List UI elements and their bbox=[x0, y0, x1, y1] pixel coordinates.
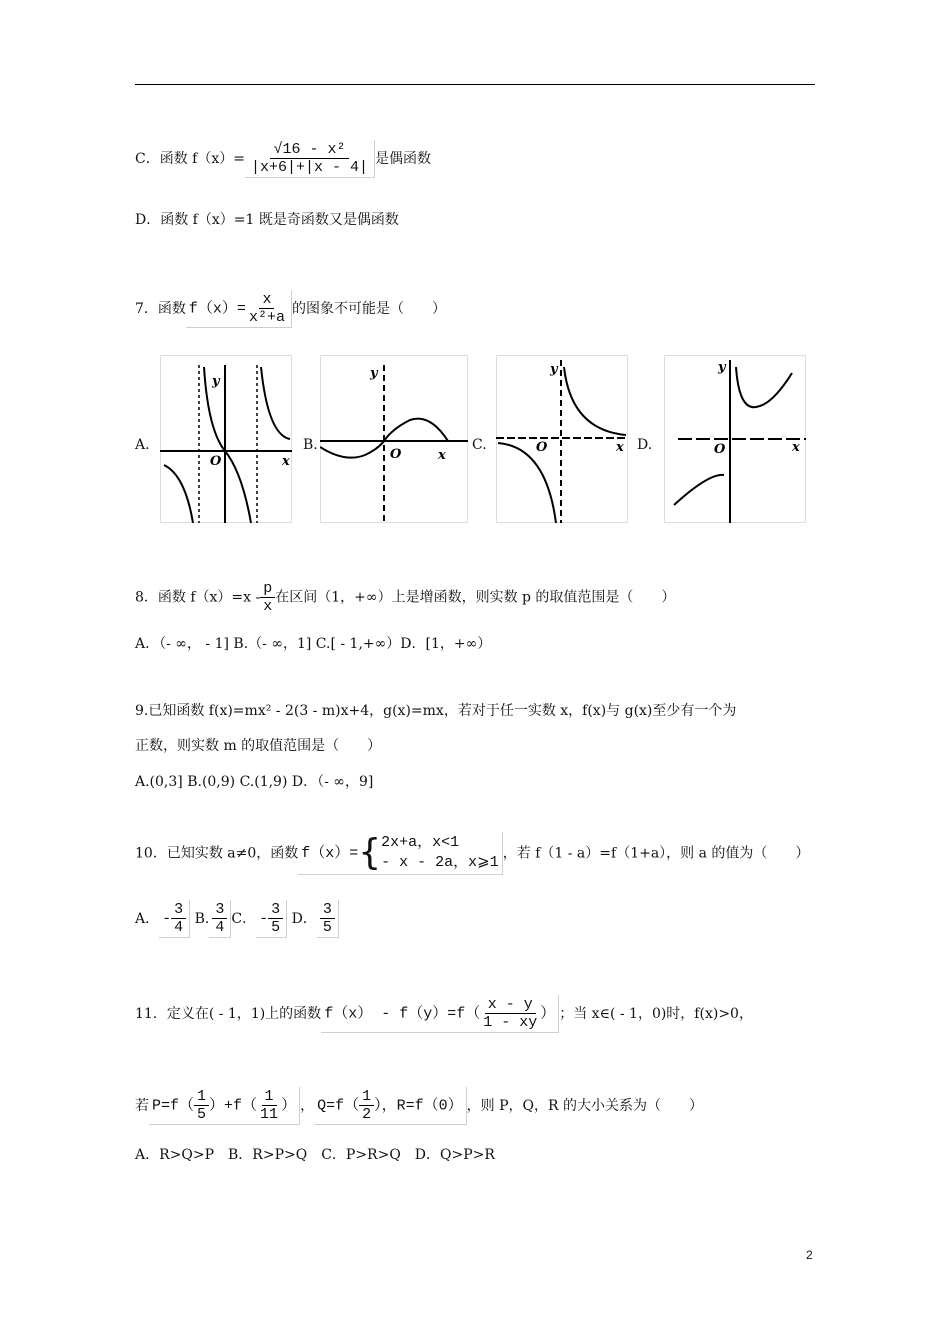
q6-option-c-formula bbox=[245, 140, 375, 178]
q7-graph-c-x-label: x bbox=[616, 440, 624, 455]
q7-graph-a-origin: O bbox=[210, 454, 222, 469]
q6-option-c-suffix: 是偶函数 bbox=[375, 151, 432, 167]
q10-option-b bbox=[209, 900, 231, 938]
q11-qr-definition bbox=[314, 1087, 467, 1125]
q11-stem bbox=[135, 995, 753, 1033]
page-number: 2 bbox=[806, 1248, 813, 1262]
q10-piece-1: 2x+a，x<1 bbox=[381, 834, 460, 851]
q7-graph-d-y-label: y bbox=[718, 360, 726, 375]
q8-suffix: 在区间（1，+∞）上是增函数，则实数 p 的取值范围是（ ） bbox=[275, 589, 676, 606]
q7-graph-d-label: D. bbox=[637, 437, 653, 453]
q10-option-a bbox=[159, 900, 190, 938]
q6-formula-denominator: |x+6|+|x - 4| bbox=[250, 159, 369, 176]
q11-line2-prefix: 若 bbox=[135, 1098, 149, 1114]
q7-suffix: 的图象不可能是（ ） bbox=[291, 301, 446, 317]
q11-q-num: 1 bbox=[359, 1088, 374, 1106]
q10-option-d-den: 5 bbox=[322, 919, 332, 936]
q6-option-c-prefix: C．函数 f（x）= bbox=[135, 151, 245, 167]
q9-stem-line2: 正数，则实数 m 的取值范围是（ ） bbox=[135, 738, 382, 754]
q10-option-c-den: 5 bbox=[271, 919, 281, 936]
q7-graph-d bbox=[664, 355, 806, 523]
q11-p-lhs: P=f（ bbox=[152, 1097, 195, 1115]
q10-option-d-label: D． bbox=[291, 911, 317, 927]
q8-fraction-numerator: p bbox=[260, 580, 275, 598]
q10-stem bbox=[135, 832, 809, 875]
q8-stem bbox=[135, 580, 675, 615]
q11-line2 bbox=[135, 1087, 703, 1125]
q9-stem-line1: 9.已知函数 f(x)=mx² - 2(3 - m)x+4，g(x)=mx，若对于任一实数 x，f(x)与 g(x)至少有一个为 bbox=[135, 703, 737, 719]
q8-prefix: 8．函数 f（x）=x - bbox=[135, 589, 261, 606]
q7-graph-b-origin: O bbox=[390, 447, 402, 462]
q10-option-c-num: 3 bbox=[268, 901, 283, 919]
q10-formula bbox=[298, 832, 503, 875]
q10-option-c bbox=[256, 900, 287, 938]
q7-graph-b-y-label: y bbox=[370, 366, 378, 381]
q7-graph-c-label: C. bbox=[472, 437, 487, 453]
q10-option-a-num: 3 bbox=[171, 901, 186, 919]
q6-option-d: D．函数 f（x）=1 既是奇函数又是偶函数 bbox=[135, 212, 399, 228]
q7-graph-b-x-label: x bbox=[438, 448, 446, 463]
q11-prefix: 11．定义在( - 1，1)上的函数 bbox=[135, 1006, 322, 1022]
q10-brace-icon: { bbox=[358, 832, 382, 873]
q11-equation-num: x - y bbox=[485, 996, 536, 1014]
q10-option-d-num: 3 bbox=[320, 901, 335, 919]
q11-p-mid: ）+f（ bbox=[209, 1097, 258, 1115]
q7-stem bbox=[135, 290, 446, 328]
q10-option-a-label: A． bbox=[135, 911, 160, 927]
q7-graph-c-origin: O bbox=[536, 440, 548, 455]
q11-p-frac2-den: 11 bbox=[260, 1106, 279, 1123]
q11-suffix: ；当 x∈( - 1，0)时，f(x)>0， bbox=[559, 1006, 753, 1022]
q8-options: A．（- ∞， - 1] B.（- ∞，1] C.[ - 1,+∞）D．[1，+∞） bbox=[135, 636, 492, 652]
q6-option-c bbox=[135, 140, 431, 178]
q7-graph-c bbox=[496, 355, 628, 523]
q9-options: A.(0,3] B.(0,9) C.(1,9) D．（- ∞，9] bbox=[135, 774, 374, 790]
q11-q-den: 2 bbox=[362, 1106, 372, 1123]
q8-fraction-denominator: x bbox=[263, 598, 273, 615]
q10-piece-2: - x - 2a，x⩾1 bbox=[381, 854, 499, 871]
q6-formula-numerator: √16 - x² bbox=[270, 141, 348, 159]
q11-comma: ， bbox=[300, 1098, 315, 1114]
q7-graph-b bbox=[320, 355, 468, 523]
q7-graph-a-x-label: x bbox=[282, 454, 290, 469]
q11-equation-den: 1 - xy bbox=[483, 1014, 538, 1031]
q7-prefix: 7．函数 bbox=[135, 301, 186, 317]
q11-q-rest: ），R=f（0） bbox=[374, 1097, 463, 1115]
q10-option-a-sign: - bbox=[162, 910, 172, 928]
q10-option-d bbox=[317, 900, 339, 938]
q10-option-b-den: 4 bbox=[215, 919, 225, 936]
q11-line2-suffix: ，则 P，Q，R 的大小关系为（ ） bbox=[466, 1098, 703, 1114]
q7-formula-denominator: x²+a bbox=[248, 309, 285, 326]
q7-formula-numerator: x bbox=[259, 291, 274, 309]
q7-graph-a bbox=[160, 355, 292, 523]
q10-formula-fx: f（x）= bbox=[301, 845, 359, 862]
q11-options: A．R>Q>P B．R>P>Q C．P>R>Q D．Q>P>R bbox=[135, 1147, 495, 1163]
q7-graph-a-label: A. bbox=[135, 437, 150, 453]
q11-p-close: ） bbox=[281, 1097, 297, 1115]
q10-option-c-sign: - bbox=[259, 910, 269, 928]
q7-graph-c-y-label: y bbox=[550, 362, 558, 377]
q10-prefix: 10．已知实数 a≠0，函数 bbox=[135, 845, 299, 862]
q10-option-b-num: 3 bbox=[212, 901, 227, 919]
q11-equation bbox=[321, 995, 559, 1033]
q10-option-c-label: C． bbox=[231, 911, 257, 927]
q10-options bbox=[135, 900, 339, 938]
q7-graph-b-label: B. bbox=[303, 437, 318, 453]
q7-graph-d-origin: O bbox=[714, 442, 726, 457]
q8-fraction bbox=[260, 580, 275, 615]
q11-p-frac2-num: 1 bbox=[262, 1088, 277, 1106]
q11-p-frac1-den: 5 bbox=[197, 1106, 207, 1123]
q11-p-frac1-num: 1 bbox=[194, 1088, 209, 1106]
q11-equation-lhs: f（x） - f（y）=f（ bbox=[324, 1005, 481, 1023]
q11-equation-close: ） bbox=[540, 1005, 556, 1023]
q11-q-lhs: Q=f（ bbox=[317, 1097, 360, 1115]
q10-suffix: ，若 f（1 - a）=f（1+a），则 a 的值为（ ） bbox=[502, 845, 810, 862]
q7-formula bbox=[186, 290, 292, 328]
q10-option-b-label: B. bbox=[194, 911, 210, 927]
q11-p-definition bbox=[149, 1087, 300, 1125]
q7-formula-lhs: f（x）= bbox=[188, 300, 246, 318]
header-rule bbox=[135, 84, 815, 85]
q7-graph-a-y-label: y bbox=[212, 374, 220, 389]
q10-option-a-den: 4 bbox=[174, 919, 184, 936]
q7-graph-d-x-label: x bbox=[792, 440, 800, 455]
